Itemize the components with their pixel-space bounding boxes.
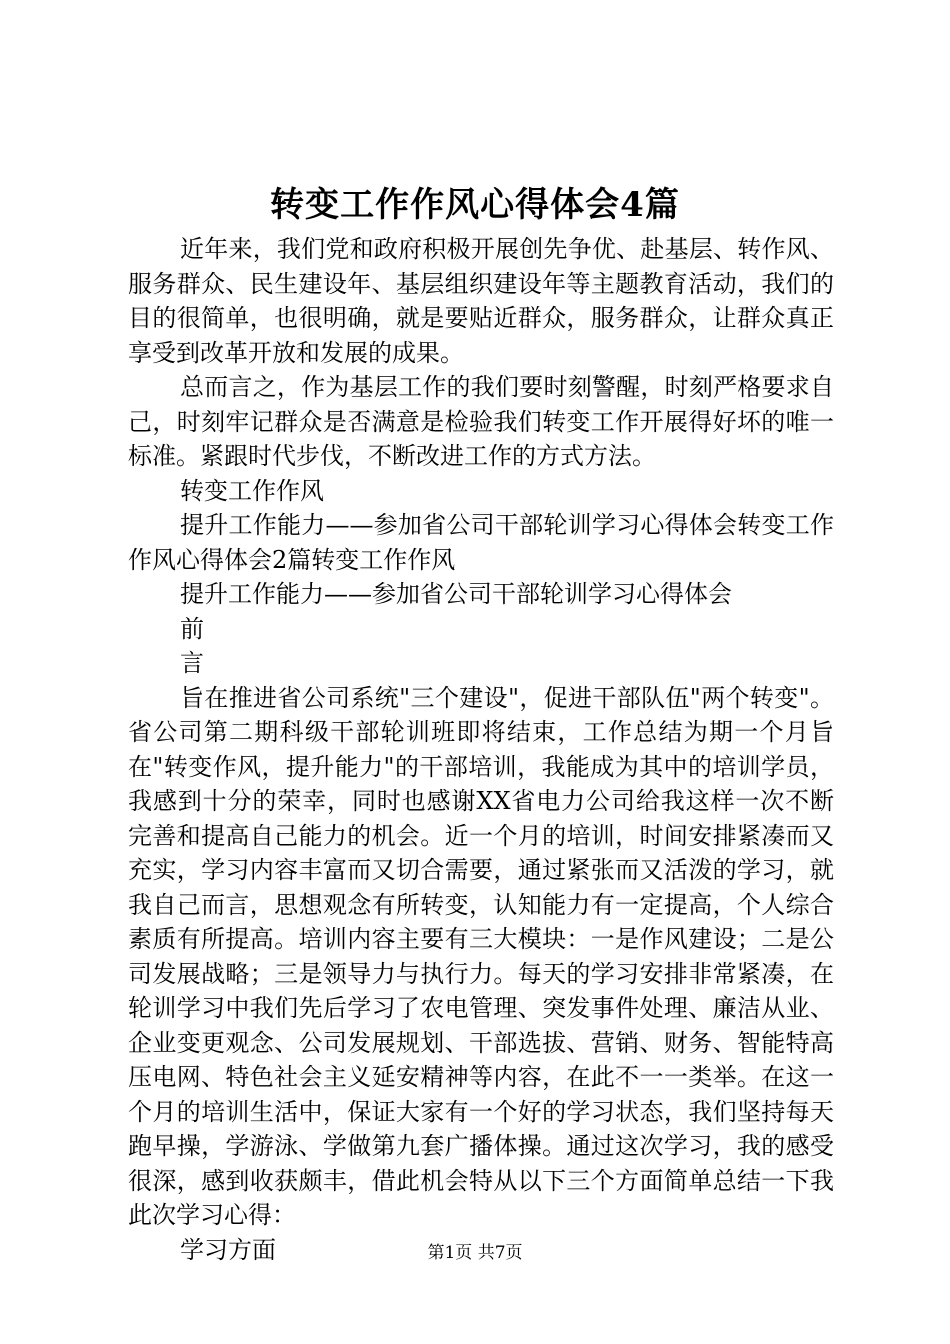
paragraph-study-section: 学习方面 xyxy=(180,1235,276,1264)
paragraph-subtitle-combined: 提升工作能力——参加省公司干部轮训学习心得体会转变工作作风心得体会2篇转变工作作风 xyxy=(128,511,834,574)
paragraph-subtitle: 提升工作能力——参加省公司干部轮训学习心得体会 xyxy=(180,580,732,608)
paragraph-heading-change-style: 转变工作作风 xyxy=(180,476,324,505)
paragraph-preface-part-2: 言 xyxy=(180,649,204,677)
paragraph-intro: 近年来，我们党和政府积极开展创先争优、赴基层、转作风、服务群众、民生建设年、基层组织建设年等主题教育活动，我们的目的很简单，也很明确，就是要贴近群众，服务群众，让群众真正享受到改革开放和发展的成果。 xyxy=(128,235,834,367)
page-footer: 第1页 共7页 xyxy=(427,1243,523,1263)
paragraph-summary: 总而言之，作为基层工作的我们要时刻警醒，时刻严格要求自己，时刻牢记群众是否满意是检验我们转变工作开展得好坏的唯一标准。紧跟时代步伐，不断改进工作的方式方法。 xyxy=(128,373,834,470)
paragraph-preface-part-1: 前 xyxy=(180,614,204,643)
document-title: 转变工作作风心得体会4篇 xyxy=(270,185,680,225)
document-body xyxy=(128,232,834,1267)
paragraph-main: 旨在推进省公司系统"三个建设"，促进干部队伍"两个转变"。省公司第二期科级干部轮训班即将结束，工作总结为期一个月旨在"转变作风，提升能力"的干部培训，我能成为其中的培训学员，我感到十分的荣幸，同时也感谢XX省电力公司给我这样一次不断完善和提高自己能力的机会。近一个月的培训，时间安排紧凑而又充实，学习内容丰富而又切合需要，通过紧张而又活泼的学习，就我自己而言，思想观念有所转变，认知能力有一定提高，个人综合素质有所提高。培训内容主要有三大模块：一是作风建设；二是公司发展战略；三是领导力与执行力。每天的学习安排非常紧凑，在轮训学习中我们先后学习了农电管理、突发事件处理、廉洁从业、企业变更观念、公司发展规划、干部选拔、营销、财务、智能特高压电网、特色社会主义延安精神等内容，在此不一一类举。在这一个月的培训生活中，保证大家有一个好的学习状态，我们坚持每天跑早操，学游泳、学做第九套广播体操。通过这次学习，我的感受很深，感到收获颇丰，借此机会特从以下三个方面简单总结一下我此次学习心得： xyxy=(128,683,834,1229)
